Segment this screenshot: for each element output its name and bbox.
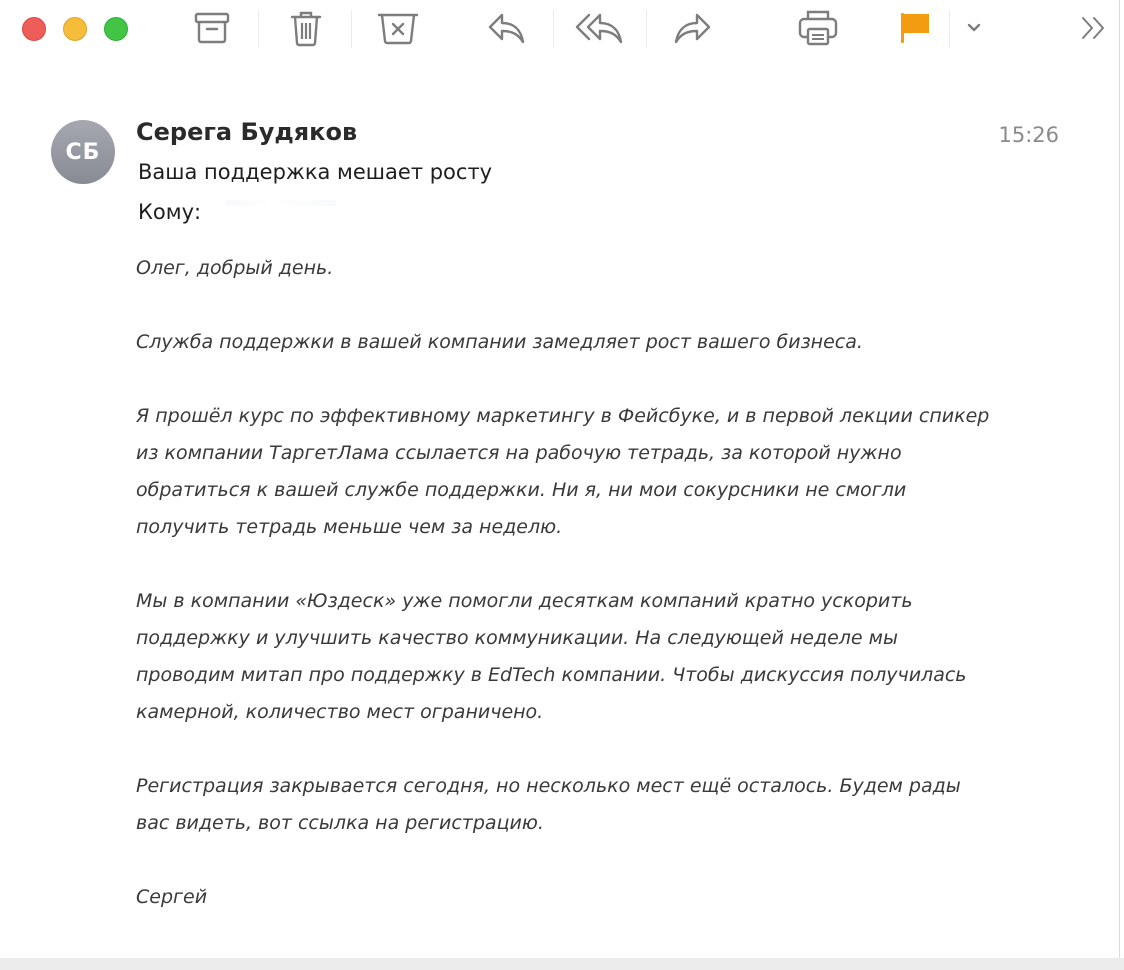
flag-icon: [897, 11, 933, 45]
toolbar-separator: [646, 10, 647, 48]
avatar: [51, 120, 115, 184]
forward-icon: [673, 11, 713, 45]
forward-button[interactable]: [671, 8, 715, 48]
sender-name[interactable]: Серега Будяков: [136, 118, 358, 146]
recipient-redacted: [226, 200, 336, 206]
trash-icon: [289, 9, 323, 47]
body-paragraph: Мы в компании «Юздеск» уже помогли десяткам компаний кратно ускорить поддержку и улучшить качество коммуникации. На следующей неделе мы проводим митап про поддержку в EdTech компании. Чтобы дискуссия получилась камерной, количество мест ограничено.: [136, 590, 967, 723]
archive-button[interactable]: [190, 8, 234, 48]
signature: Сергей: [136, 886, 208, 908]
body-paragraph: Олег, добрый день.: [136, 257, 334, 279]
message-body: [136, 250, 996, 953]
body-paragraph: Я прошёл курс по эффективному маркетингу в Фейсбуке, и в первой лекции спикер из компании ТаргетЛама ссылается на рабочую тетрадь, за которой нужно обратиться к вашей службе поддержки. Ни я, ни мои сокурсники не смогли получить тетрадь меньше чем за неделю.: [136, 405, 990, 538]
flag-menu-button[interactable]: [961, 8, 987, 48]
junk-icon: [377, 11, 419, 45]
zoom-window-button[interactable]: [104, 17, 128, 41]
close-window-button[interactable]: [22, 17, 46, 41]
minimize-window-button[interactable]: [63, 17, 87, 41]
window-bottom-edge: [0, 958, 1124, 970]
trash-button[interactable]: [284, 8, 328, 48]
to-label: Кому:: [138, 200, 202, 224]
reply-icon: [486, 11, 526, 45]
message-subject: Ваша поддержка мешает росту: [138, 160, 493, 184]
message-time: 15:26: [998, 123, 1059, 147]
toolbar-more-button[interactable]: [1076, 8, 1112, 48]
toolbar-separator: [258, 10, 259, 48]
body-paragraph: Служба поддержки в вашей компании замедляет рост вашего бизнеса.: [136, 331, 863, 353]
print-icon: [798, 9, 838, 47]
reply-button[interactable]: [484, 8, 528, 48]
toolbar-separator: [949, 10, 950, 48]
toolbar-separator: [553, 10, 554, 48]
print-button[interactable]: [796, 8, 840, 48]
reply-all-icon: [575, 11, 625, 45]
chevron-down-icon: [966, 22, 982, 34]
flag-button[interactable]: [893, 8, 937, 48]
toolbar: [0, 0, 1119, 58]
archive-icon: [194, 11, 230, 45]
reply-all-button[interactable]: [574, 8, 626, 48]
junk-button[interactable]: [374, 8, 422, 48]
avatar-initials: СБ: [65, 139, 101, 165]
toolbar-separator: [351, 10, 352, 48]
body-paragraph: Регистрация закрывается сегодня, но несколько мест ещё осталось. Будем рады вас видеть, вот ссылка на регистрацию.: [136, 775, 961, 834]
more-icon: [1079, 15, 1109, 41]
